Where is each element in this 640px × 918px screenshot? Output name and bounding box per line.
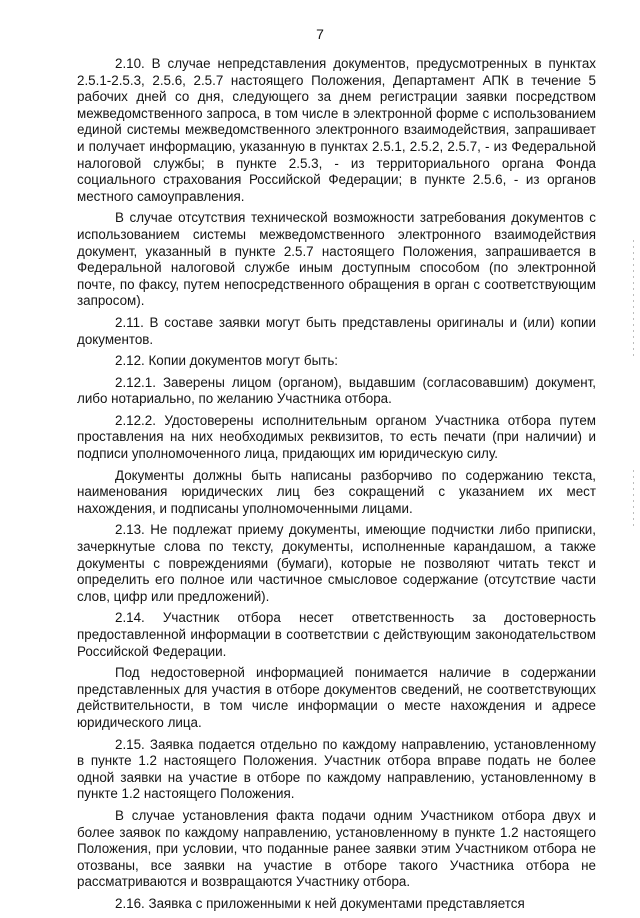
paragraph-documents-legible: Документы должны быть написаны разборчиво по содержанию текста, наименования юридических лиц без сокращений с указанием их мест нахождения, и подписаны уполномоченными лицами. [77, 467, 596, 516]
paragraph-2-12: 2.12. Копии документов могут быть: [115, 353, 339, 369]
paragraph-2-13: 2.13. Не подлежат приему документы, имеющие подчистки либо приписки, зачеркнутые слова по тексту, документы, исполненные карандашом, а также документы с повреждениями (бумаги), которые не позволяют читать текст и определить его полное или частичное смысловое содержание (отсутствие части слов, цифр или предложений). [77, 522, 596, 604]
paragraph-2-10: 2.10. В случае непредставления документов, предусмотренных в пунктах 2.5.1-2.5.3, 2.5.6, 2.5.7 настоящего Положения, Департамент АПК в течение 5 рабочих дней со дня, следующего за днем регистрации заявки посредством межведомственного запроса, в том числе в электронной форме с использованием единой системы межведомственного электронного взаимодействия, запрашивает и получает информацию, указанную в пунктах 2.5.1, 2.5.2, 2.5.7, - из Федеральной налоговой службы; в пункте 2.5.3, - из территориального органа Фонда социального страхования Российской Федерации; в пункте 2.5.6, - из органов местного самоуправления. [77, 56, 596, 204]
scan-edge-mark [633, 470, 634, 530]
paragraph-2-16: 2.16. Заявка с приложенными к ней документами представляется [115, 895, 525, 911]
document-body [77, 56, 596, 918]
paragraph-2-15: 2.15. Заявка подается отдельно по каждому направлению, установленному в пункте 1.2 настоящего Положения. Участник отбора вправе подать не более одной заявки на участие в отборе по каждому направлению, установленному в пункте 1.2 настоящего Положения. [77, 736, 596, 802]
paragraph-2-11: 2.11. В составе заявки могут быть представлены оригиналы и (или) копии документов. [77, 314, 596, 347]
paragraph-2-12-1: 2.12.1. Заверены лицом (органом), выдавшим (согласовавшим) документ, либо нотариально, по желанию Участника отбора. [77, 374, 596, 407]
scan-edge-mark [633, 240, 634, 360]
paragraph-multiple-applications: В случае установления факта подачи одним Участником отбора двух и более заявок по каждому направлению, установленному в пункте 1.2 настоящего Положения, при условии, что поданные ранее заявки этим Участником отбора не отозваны, все заявки на участие в отборе такого Участника отбора не рассматриваются и возвращаются Участнику отбора. [77, 807, 596, 890]
paragraph-2-14: 2.14. Участник отбора несет ответственность за достоверность предоставленной информации в соответствии с действующим законодательством Российской Федерации. [77, 610, 596, 659]
paragraph-2-12-2: 2.12.2. Удостоверены исполнительным органом Участника отбора путем проставления на них необходимых реквизитов, то есть печати (при наличии) и подписи уполномоченного лица, придающих им юридическую силу. [77, 412, 596, 462]
page-number: 7 [316, 26, 324, 42]
paragraph-false-information: Под недостоверной информацией понимается наличие в содержании представленных для участия в отборе документов сведений, не соответствующих действительности, в том числе информации о месте нахождения и адресе юридического лица. [77, 665, 596, 730]
paragraph-no-technical-possibility: В случае отсутствия технической возможности затребования документов с использованием системы межведомственного электронного взаимодействия документ, указанный в пункте 2.5.7 настоящего Положения, запрашивается в Федеральной налоговой службе иным доступным способом (по электронной почте, по факсу, путем непосредственного обращения в орган с соответствующим запросом). [77, 210, 596, 309]
